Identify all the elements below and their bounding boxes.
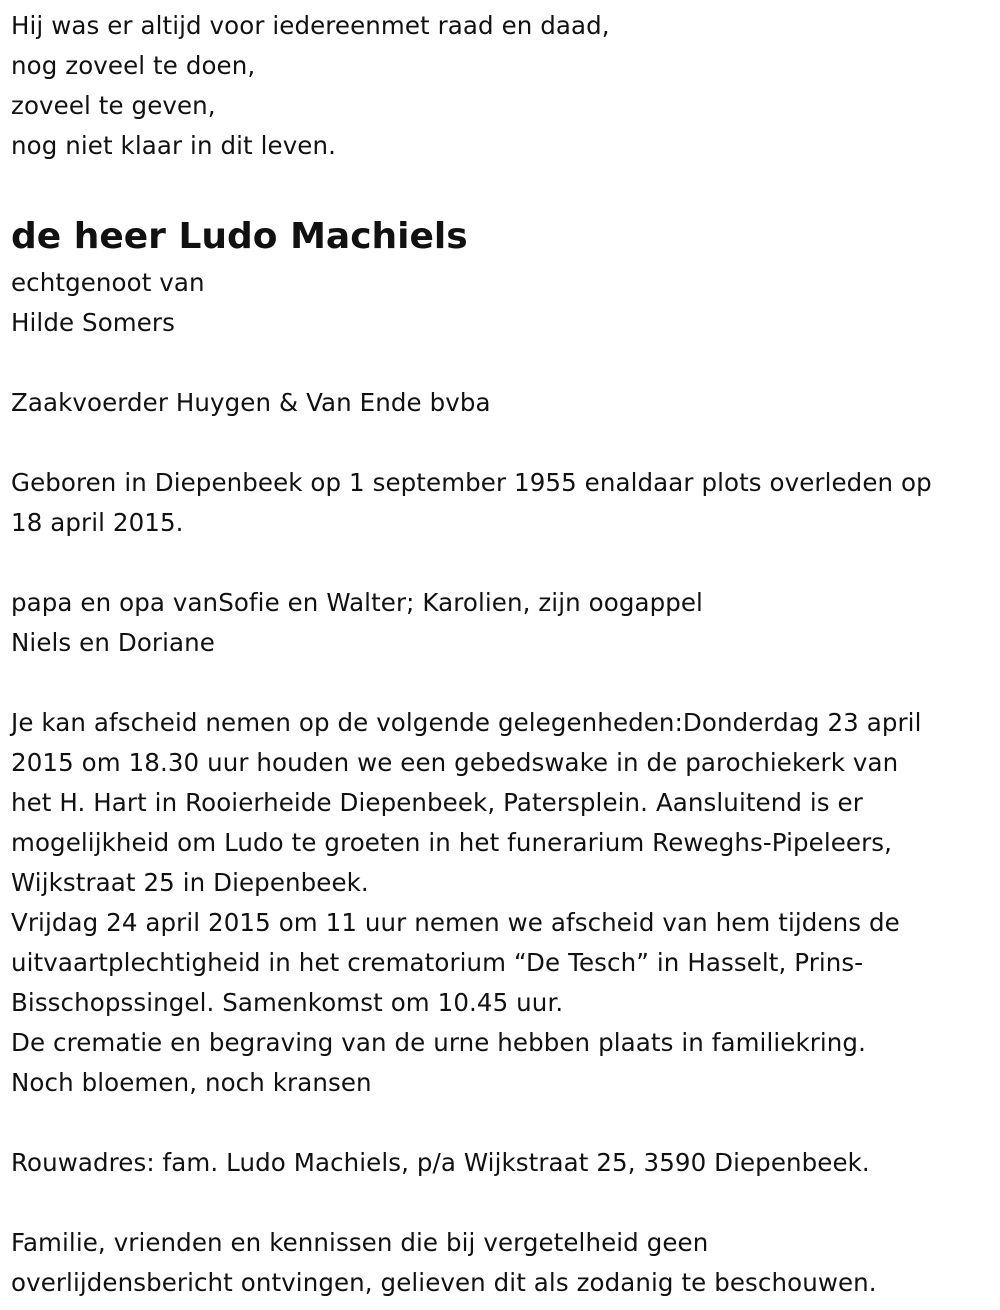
ceremony-line: Vrijdag 24 april 2015 om 11 uur nemen we afscheid van hem tijdens de [11, 908, 900, 937]
spacer [11, 423, 996, 463]
occupation: Zaakvoerder Huygen & Van Ende bvba [11, 388, 491, 417]
obituary-document [11, 0, 996, 1303]
poem [11, 6, 996, 166]
birth-death-block [11, 463, 996, 543]
ceremony-line: Noch bloemen, noch kransen [11, 1068, 372, 1097]
spacer [11, 1183, 996, 1223]
spouse-block [11, 263, 996, 343]
ceremony-block [11, 703, 996, 1103]
ceremony-line: het H. Hart in Rooierheide Diepenbeek, Patersplein. Aansluitend is er [11, 788, 863, 817]
deceased-name: de heer Ludo Machiels [11, 216, 468, 257]
spacer [11, 543, 996, 583]
closing-line: Familie, vrienden en kennissen die bij vergetelheid geen [11, 1228, 709, 1257]
poem-line: nog niet klaar in dit leven. [11, 131, 336, 160]
spacer [11, 663, 996, 703]
closing-block [11, 1223, 996, 1303]
relation-label: echtgenoot van [11, 268, 205, 297]
poem-line: Hij was er altijd voor iedereenmet raad en daad, [11, 11, 610, 40]
closing-line: overlijdensbericht ontvingen, gelieven dit als zodanig te beschouwen. [11, 1268, 877, 1297]
ceremony-line: Je kan afscheid nemen op de volgende gelegenheden:Donderdag 23 april [11, 708, 922, 737]
spouse-name: Hilde Somers [11, 308, 175, 337]
family-line: Niels en Doriane [11, 628, 215, 657]
ceremony-line: De crematie en begraving van de urne hebben plaats in familiekring. [11, 1028, 866, 1057]
birth-death-line: 18 april 2015. [11, 508, 184, 537]
spacer [11, 1103, 996, 1143]
ceremony-line: Wijkstraat 25 in Diepenbeek. [11, 868, 369, 897]
ceremony-line: 2015 om 18.30 uur houden we een gebedswake in de parochiekerk van [11, 748, 899, 777]
poem-line: zoveel te geven, [11, 91, 216, 120]
family-line: papa en opa vanSofie en Walter; Karolien, zijn oogappel [11, 588, 703, 617]
spacer [11, 343, 996, 383]
birth-death-line: Geboren in Diepenbeek op 1 september 1955 enaldaar plots overleden op [11, 468, 932, 497]
poem-line: nog zoveel te doen, [11, 51, 256, 80]
ceremony-line: mogelijkheid om Ludo te groeten in het funerarium Reweghs-Pipeleers, [11, 828, 893, 857]
ceremony-line: uitvaartplechtigheid in het crematorium “De Tesch” in Hasselt, Prins- [11, 948, 864, 977]
ceremony-line: Bisschopssingel. Samenkomst om 10.45 uur. [11, 988, 564, 1017]
mourning-address: Rouwadres: fam. Ludo Machiels, p/a Wijkstraat 25, 3590 Diepenbeek. [11, 1148, 870, 1177]
family-block [11, 583, 996, 663]
